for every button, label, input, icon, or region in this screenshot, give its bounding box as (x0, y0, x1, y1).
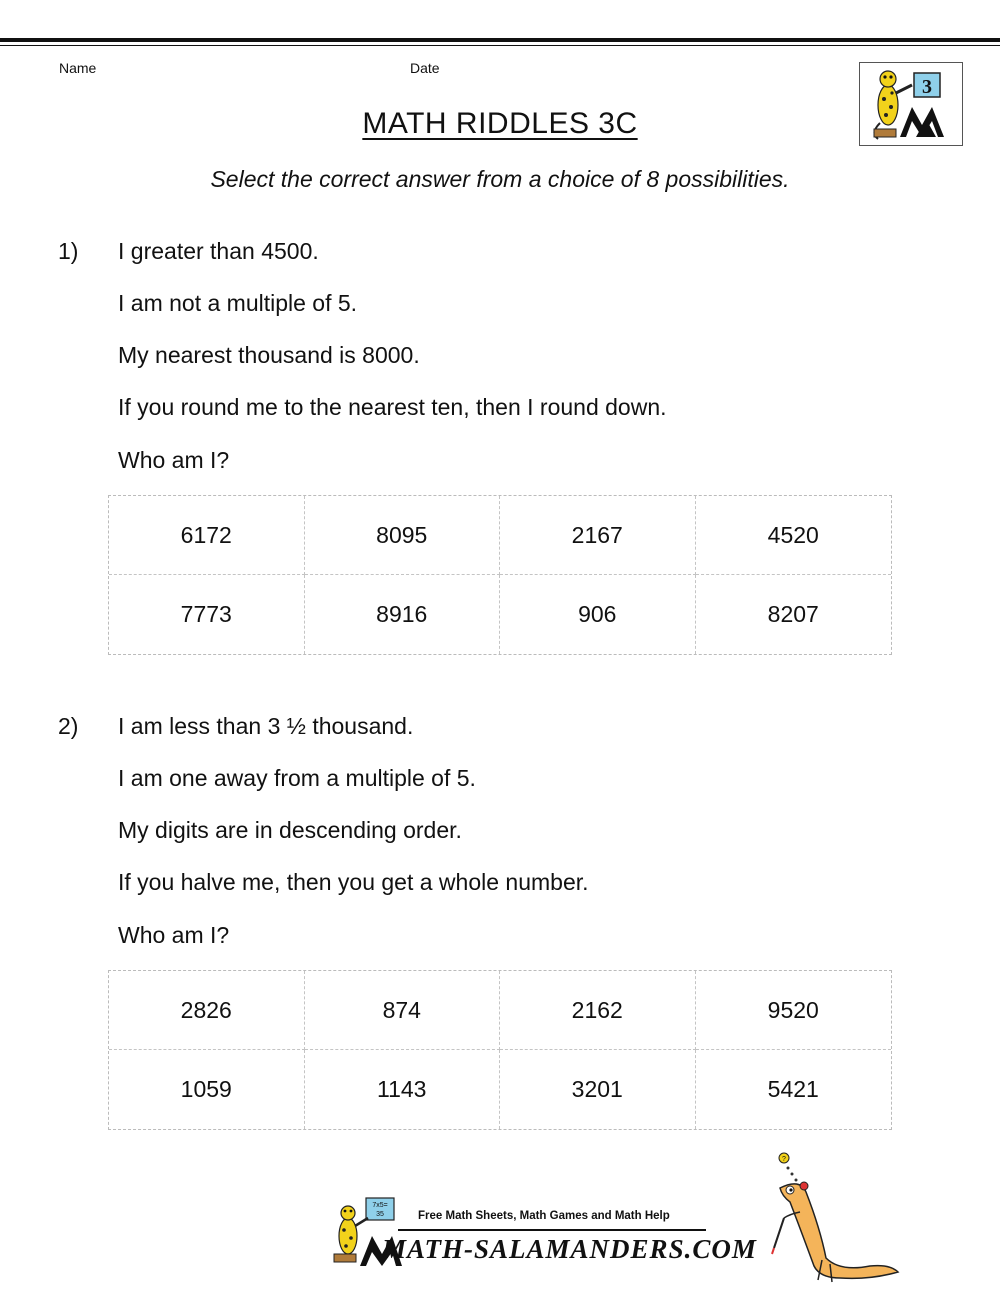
question-2-clue-2: I am one away from a multiple of 5. (118, 765, 476, 791)
choice-cell[interactable]: 2167 (500, 496, 696, 575)
choice-cell[interactable]: 9520 (696, 971, 892, 1050)
svg-text:35: 35 (376, 1211, 384, 1218)
salamander-illustration-icon (760, 1148, 900, 1288)
question-2-clue-1: I am less than 3 ½ thousand. (118, 713, 414, 739)
svg-text:7x5=: 7x5= (372, 1202, 388, 1209)
question-2-number: 2) (58, 713, 79, 739)
choice-cell[interactable]: 1143 (305, 1050, 501, 1129)
top-rule (0, 38, 1000, 42)
choice-cell[interactable]: 906 (500, 575, 696, 654)
choice-cell[interactable]: 1059 (109, 1050, 305, 1129)
name-label: Name (59, 60, 97, 76)
question-1-clue-4: If you round me to the nearest ten, then I round down. (118, 394, 667, 420)
choice-cell[interactable]: 8916 (305, 575, 501, 654)
choice-cell[interactable]: 4520 (696, 496, 892, 575)
question-1-number: 1) (58, 238, 79, 264)
question-1-choices (108, 495, 892, 655)
footer-tagline: Free Math Sheets, Math Games and Math Help (418, 1210, 670, 1222)
date-label: Date (410, 60, 440, 76)
choice-cell[interactable]: 8207 (767, 601, 819, 627)
choice-cell[interactable]: 7773 (109, 575, 305, 654)
grade-number: 3 (922, 76, 932, 98)
choice-cell[interactable]: 3201 (500, 1050, 696, 1129)
footer-divider (398, 1229, 706, 1231)
question-2-choices (108, 970, 892, 1130)
question-2-clue-4: If you halve me, then you get a whole number. (118, 869, 589, 895)
svg-text:?: ? (782, 1156, 786, 1163)
question-1-clue-1: I greater than 4500. (118, 238, 319, 264)
question-2-clue-3: My digits are in descending order. (118, 817, 462, 843)
footer-brand: MATH-SALAMANDERS.COM (382, 1234, 757, 1264)
top-rule-thin (0, 45, 1000, 46)
page-title: MATH RIDDLES 3C (362, 107, 638, 140)
question-1-prompt: Who am I? (118, 447, 230, 473)
choice-cell[interactable]: 2162 (500, 971, 696, 1050)
choice-cell[interactable]: 5421 (767, 1076, 819, 1102)
choice-cell[interactable]: 2826 (109, 971, 305, 1050)
choice-cell[interactable]: 8095 (305, 496, 501, 575)
question-1-clue-3: My nearest thousand is 8000. (118, 342, 420, 368)
question-2-prompt: Who am I? (118, 922, 230, 948)
choice-cell[interactable]: 874 (305, 971, 501, 1050)
choice-cell[interactable]: 6172 (109, 496, 305, 575)
question-1-clue-2: I am not a multiple of 5. (118, 290, 358, 316)
instructions: Select the correct answer from a choice of 8 possibilities. (210, 166, 790, 192)
thinking-salamander (760, 1148, 900, 1293)
